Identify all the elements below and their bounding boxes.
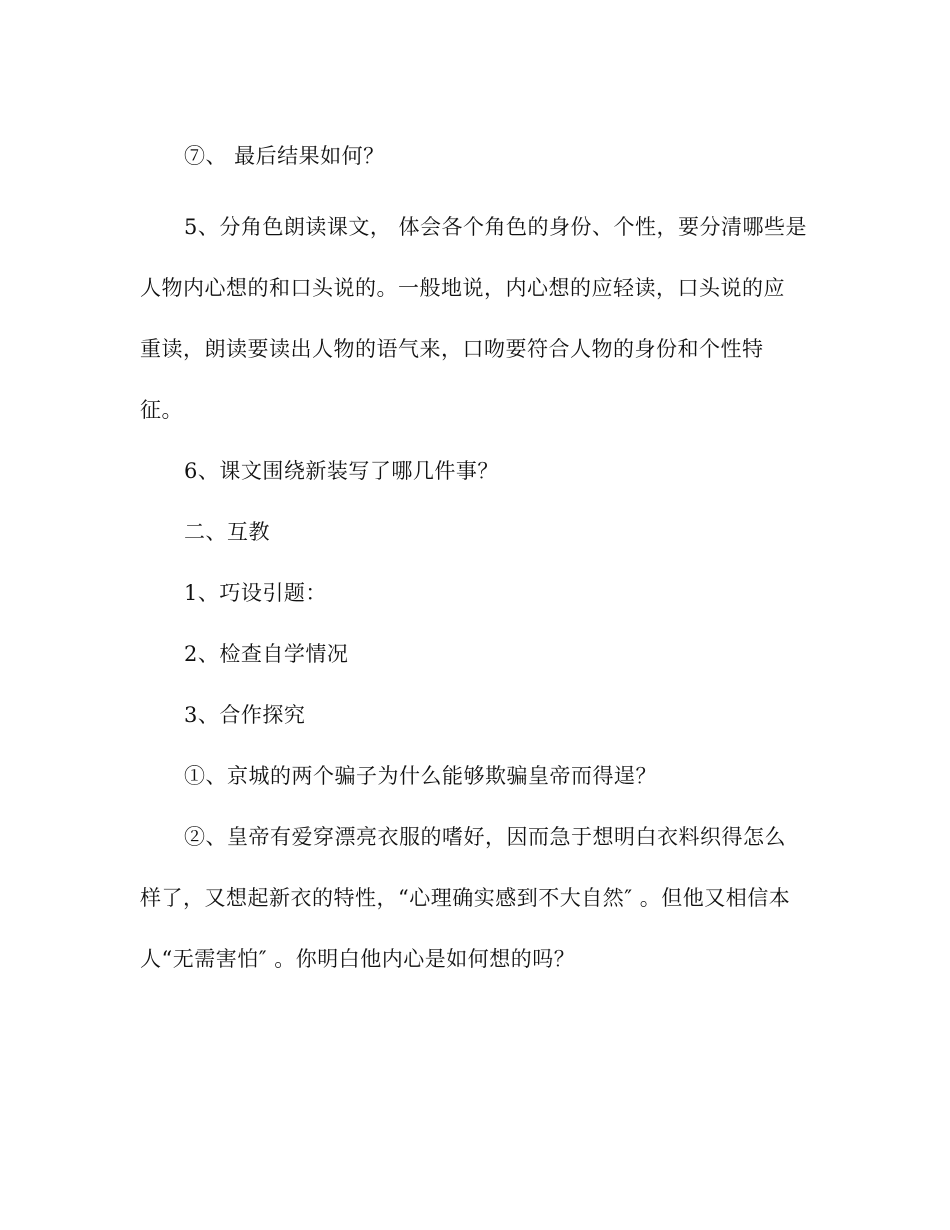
- list-item-explore: [140, 685, 820, 746]
- text-line: 2、检查自学情况: [184, 642, 349, 666]
- text-line: 征。: [140, 398, 183, 422]
- text-line: 样了，又想起新衣的特性，“心理确实感到不大自然″ 。但他又相信本: [140, 886, 791, 910]
- text-line: 重读，朗读要读出人物的语气来，口吻要符合人物的身份和个性特: [140, 337, 764, 361]
- paragraph-emperor-thoughts: [140, 807, 820, 990]
- paragraph-result-question: [140, 126, 820, 187]
- text-line: ⑦、 最后结果如何？: [184, 144, 385, 168]
- text-line: 1、巧设引题：: [184, 581, 327, 605]
- text-line: ①、京城的两个骗子为什么能够欺骗皇帝而得逞？: [184, 764, 657, 788]
- list-item-check: [140, 624, 820, 685]
- document-body: [140, 126, 820, 990]
- text-line: 3、合作探究: [184, 703, 306, 727]
- list-item-intro: [140, 563, 820, 624]
- text-line: 6、课文围绕新装写了哪几件事？: [184, 459, 499, 483]
- paragraph-events-question: [140, 441, 820, 502]
- section-heading-mutual-teaching: [140, 502, 820, 563]
- text-line: ②、皇帝有爱穿漂亮衣服的嗜好，因而急于想明白衣料织得怎么: [184, 825, 786, 849]
- text-line: 人物内心想的和口头说的。一般地说，内心想的应轻读，口头说的应: [140, 276, 785, 300]
- text-line: 人“无需害怕″ 。你明白他内心是如何想的吗？: [140, 947, 576, 971]
- text-line: 二、互教: [184, 520, 270, 544]
- text-line: 5、分角色朗读课文， 体会各个角色的身份、个性，要分清哪些是: [184, 215, 808, 239]
- paragraph-swindlers-question: [140, 746, 820, 807]
- paragraph-role-reading: [140, 197, 820, 441]
